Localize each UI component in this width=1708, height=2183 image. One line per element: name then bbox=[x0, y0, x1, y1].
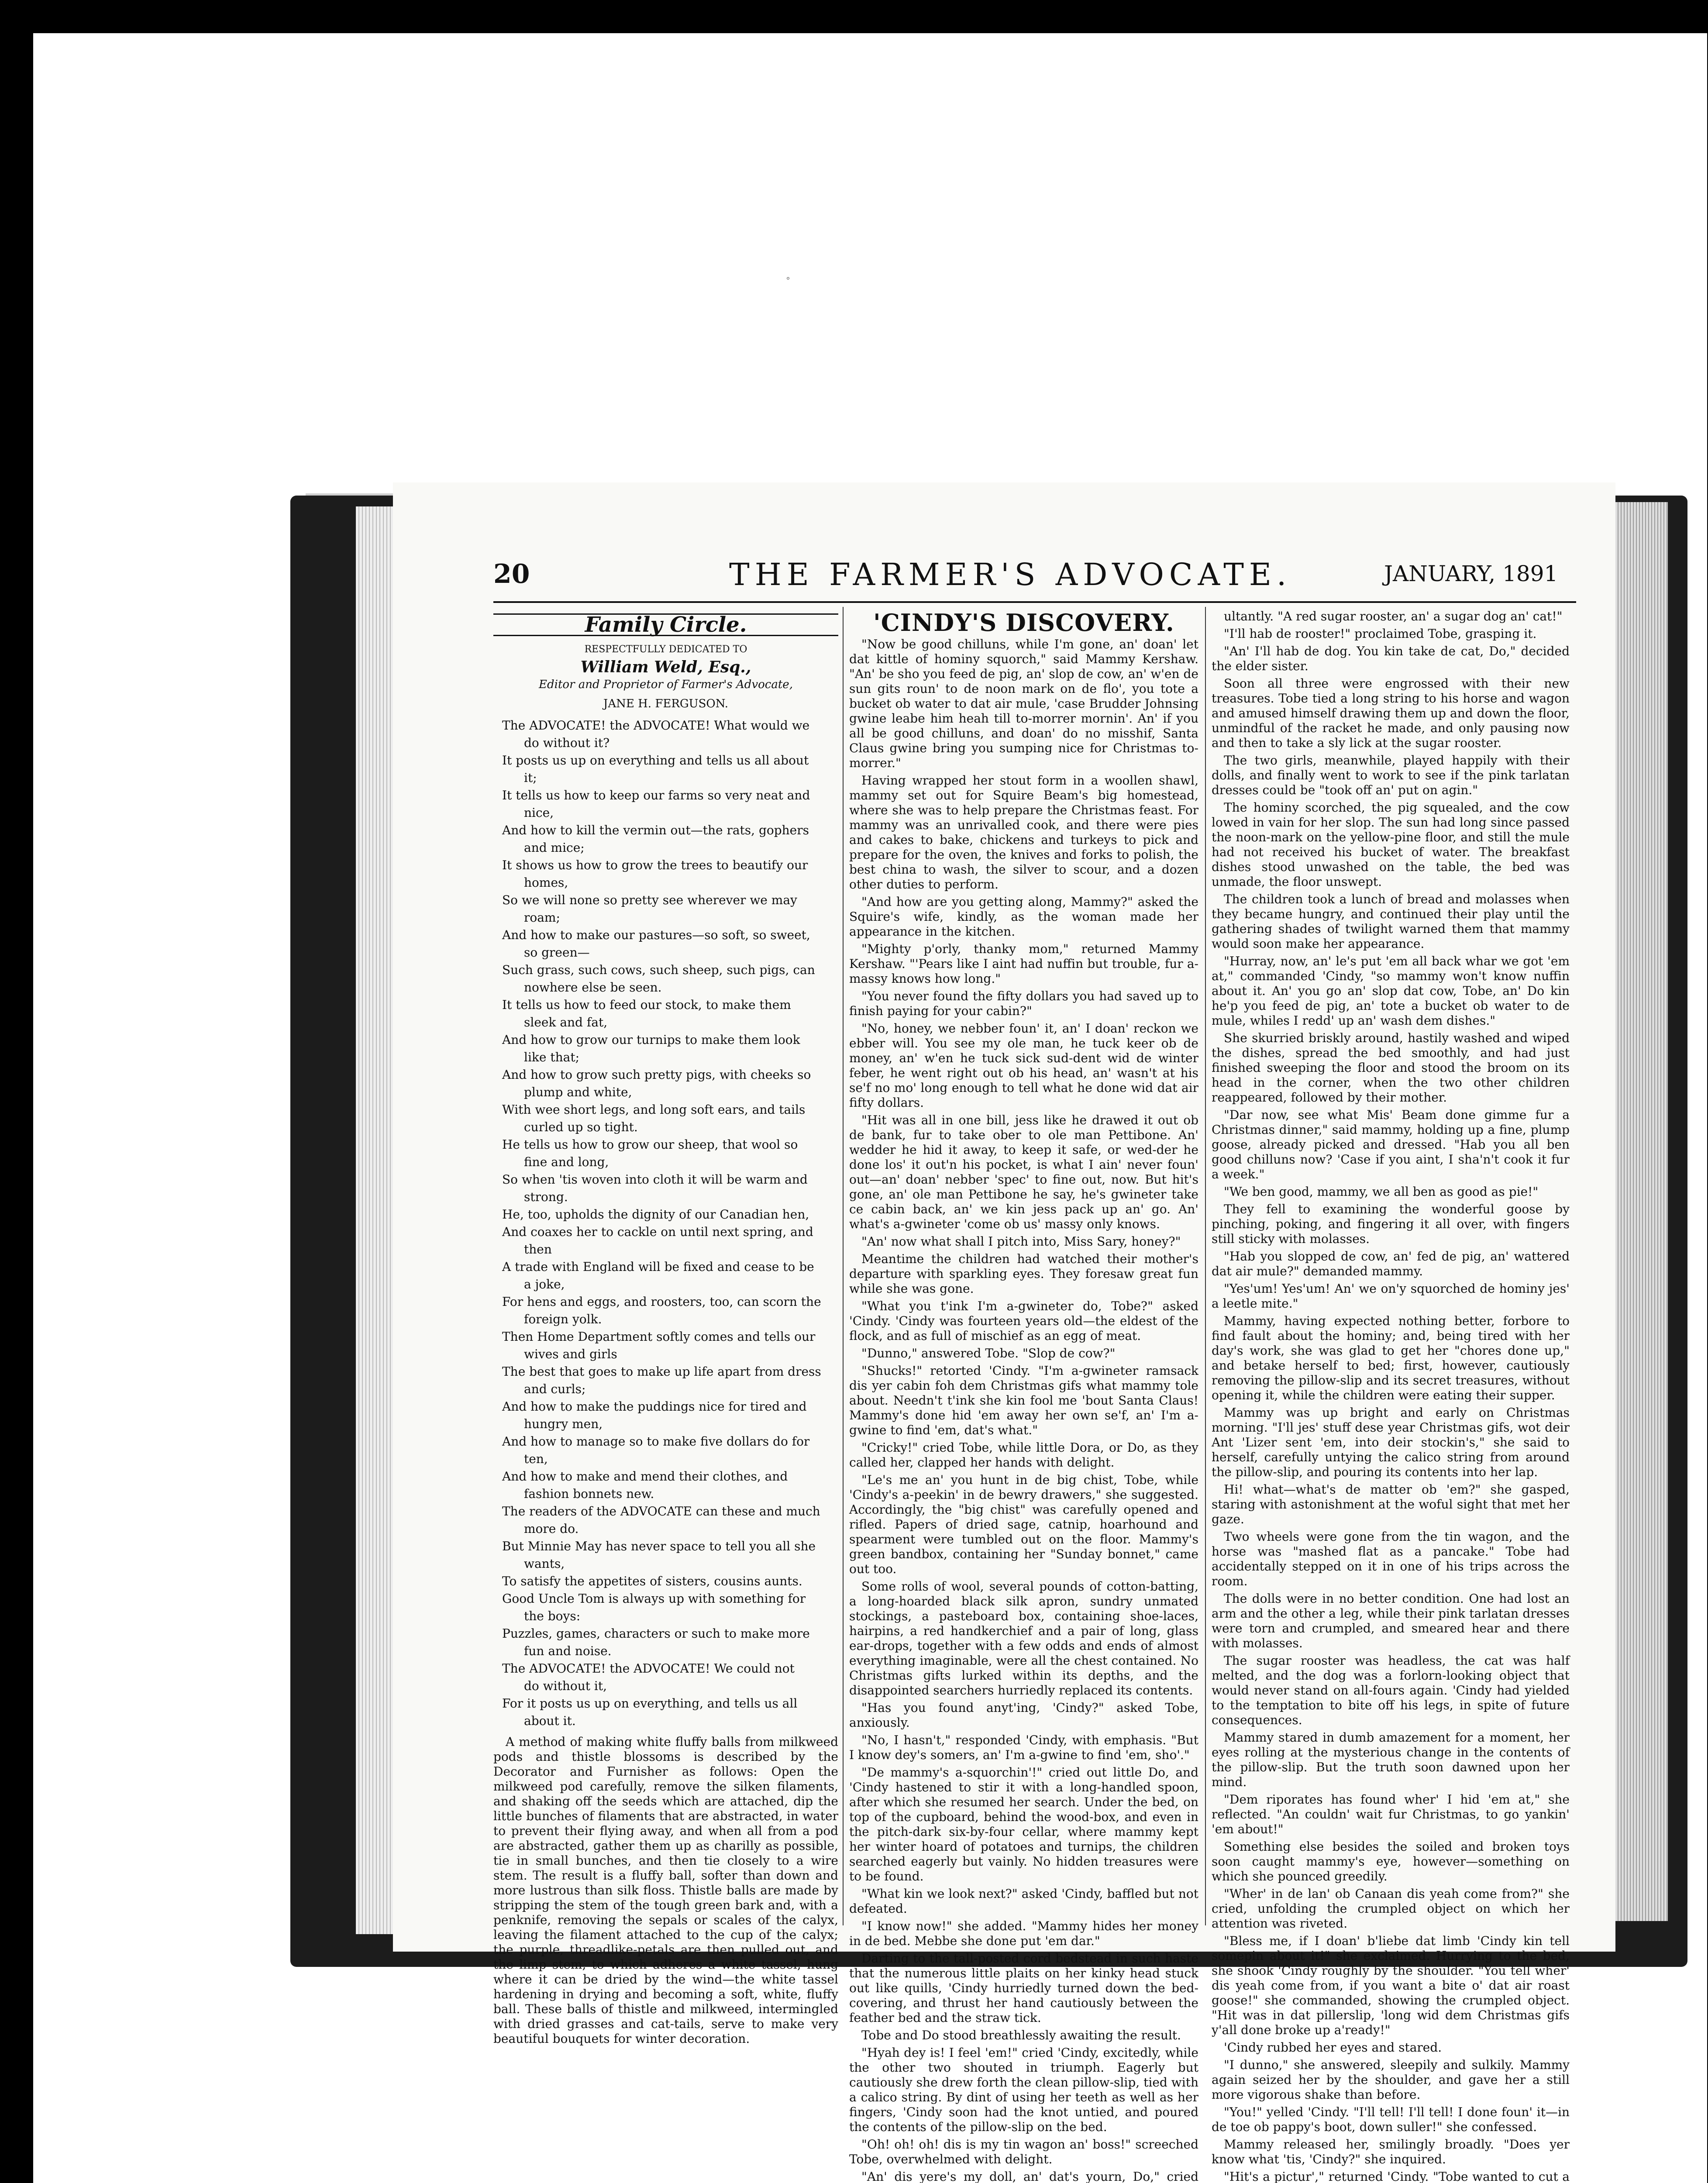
poem-line: like that; bbox=[524, 1050, 580, 1064]
story-paragraph: Mammy stared in dumb amazement for a moment, her eyes rolling at the mysterious change in the contents of the pillow-slip. But the truth soon dawned upon her mind. bbox=[1212, 1730, 1570, 1789]
poem-line: The ADVOCATE! the ADVOCATE! We could not bbox=[502, 1661, 795, 1676]
poem-line: Then Home Department softly comes and tells our bbox=[502, 1329, 816, 1344]
story-paragraph: "Hab you slopped de cow, an' fed de pig, an' wattered dat air mule?" demanded mammy. bbox=[1212, 1249, 1570, 1278]
story-paragraph: The sugar rooster was headless, the cat was half melted, and the dog was a forlorn-looking object that would never stand on all-fours again. 'Cindy had yielded to the temptation to bite off his legs, in spite of future consequences. bbox=[1212, 1653, 1570, 1727]
story-paragraph: "Wher' in de lan' ob Canaan dis yeah come from?" she cried, unfolding the crumpled object on which her attention was riveted. bbox=[1212, 1887, 1570, 1931]
story-paragraph: "And how are you getting along, Mammy?" asked the Squire's wife, kindly, as the woman made her appearance in the kitchen. bbox=[849, 895, 1198, 939]
poem-line: it; bbox=[524, 771, 537, 785]
poem-line: and curls; bbox=[524, 1382, 586, 1396]
story-paragraph: She skurried briskly around, hastily washed and wiped the dishes, spread the bed smoothly, and had just finished sweeping the floor and stood the broom on its head in the corner, when the two other children reappeared, followed by their mother. bbox=[1212, 1031, 1570, 1105]
poem-line: foreign yolk. bbox=[524, 1312, 602, 1326]
poem-line: It posts us up on everything and tells us all about bbox=[502, 753, 809, 768]
story-paragraph: Mammy released her, smilingly broadly. "Does yer know what 'tis, 'Cindy?" she inquired. bbox=[1212, 2137, 1570, 2166]
column-family-circle bbox=[493, 609, 838, 2046]
story-paragraph: Some rolls of wool, several pounds of cotton-batting, a long-hoarded black silk apron, sundry unmated stockings, a pasteboard box, containing shoe-laces, hairpins, a red handkerchief and a pair of long, glass ear-drops, together with a few odds and ends of almost everything imaginable, were all the chest contained. No Christmas gifts lurked within its depths, and the disappointed searchers hurriedly replaced its contents. bbox=[849, 1579, 1198, 1698]
poem-line: about it. bbox=[524, 1714, 576, 1728]
story-paragraph: "Hit's a pictur'," returned 'Cindy. "Tobe wanted to cut a bbox=[1224, 2169, 1570, 2183]
story-paragraph: Two wheels were gone from the tin wagon, and the horse was "mashed flat as a pancake." Tobe had accidentally stepped on it in one of his trips across the room. bbox=[1212, 1529, 1570, 1588]
poem-line: And how to manage so to make five dollars do for bbox=[502, 1434, 810, 1449]
story-paragraph: "I'll hab de rooster!" proclaimed Tobe, grasping it. bbox=[1224, 627, 1537, 641]
masthead-rule bbox=[493, 601, 1576, 603]
story-paragraph: 'Cindy rubbed her eyes and stared. bbox=[1224, 2040, 1442, 2055]
story-paragraph: "Now be good chilluns, while I'm gone, an' doan' let dat kittle of hominy squorch," said Mammy Kershaw. "An' be sho you feed de pig, an' slop de cow, an' w'en de sun gits roun' to de noon mark on de flo', you tote a bucket ob water to dat air mule, 'case Brudder Johnsing gwine leabe him heah till to-morrer mornin'. An' if you all be good chilluns, and doan' do no misshif, Santa Claus gwine bring you sumping nice for Christmas to-morrer." bbox=[849, 637, 1198, 770]
story-paragraph: "Dunno," answered Tobe. "Slop de cow?" bbox=[861, 1346, 1116, 1360]
poem-author: JANE H. FERGUSON. bbox=[603, 697, 729, 710]
poem-line: do without it? bbox=[524, 736, 610, 750]
poem-line: So when 'tis woven into cloth it will be warm and bbox=[502, 1172, 808, 1187]
poem-line: curled up so tight. bbox=[524, 1120, 638, 1134]
scan-speck: ° bbox=[786, 275, 790, 286]
story-paragraph: "Yes'um! Yes'um! An' we on'y squorched de hominy jes' a leetle mite." bbox=[1212, 1281, 1570, 1311]
story-paragraph: "An' now what shall I pitch into, Miss Sary, honey?" bbox=[861, 1234, 1181, 1249]
story-paragraph: "Has you found anyt'ing, 'Cindy?" asked Tobe, anxiously. bbox=[849, 1701, 1198, 1730]
dedication-line: RESPECTFULLY DEDICATED TO bbox=[584, 644, 747, 655]
poem-line: Puzzles, games, characters or such to make more bbox=[502, 1626, 810, 1641]
poem-line: And how to make the puddings nice for tired and bbox=[502, 1399, 807, 1414]
story-paragraph: "I know now!" she added. "Mammy hides her money in de bed. Mebbe she done put 'em dar." bbox=[849, 1919, 1198, 1948]
poem-line: ten, bbox=[524, 1452, 548, 1466]
section-title: Family Circle. bbox=[493, 613, 838, 636]
page-edges-right bbox=[1615, 502, 1668, 1921]
poem-line: And how to make our pastures—so soft, so sweet, bbox=[502, 928, 810, 942]
poem-line: So we will none so pretty see wherever we may bbox=[502, 893, 797, 907]
poem-line: and mice; bbox=[524, 840, 585, 855]
poem-line: hungry men, bbox=[524, 1417, 603, 1431]
column-cindys-discovery bbox=[849, 609, 1198, 2183]
poem-line: fashion bonnets new. bbox=[524, 1487, 654, 1501]
story-paragraph: "Bless me, if I doan' b'liebe dat limb 'Cindy kin tell somepin about it!" she exclaimed. Hurrying to the bed, she shook 'Cindy roughly by the shoulder. "You tell wher' dis yeah come from, if you want a bite o' dat air roast goose!" she commanded, showing the crumpled object. "Hit was in dat pillerslip, 'long wid dem Christmas gifs y'all done broke up a'ready!" bbox=[1212, 1934, 1570, 2037]
poem-line: strong. bbox=[524, 1190, 568, 1204]
story-paragraph: "No, I hasn't," responded 'Cindy, with emphasis. "But I know dey's somers, an' I'm a-gwine to find 'em, sho'." bbox=[849, 1733, 1198, 1762]
poem-line: But Minnie May has never space to tell you all she bbox=[502, 1539, 816, 1553]
story-paragraph: "What kin we look next?" asked 'Cindy, baffled but not defeated. bbox=[849, 1887, 1198, 1916]
story-paragraph: Something else besides the soiled and broken toys soon caught mammy's eye, however—something on which she pounced greedily. bbox=[1212, 1839, 1570, 1883]
dedicatee: William Weld, Esq., bbox=[580, 658, 751, 676]
poem-line: nowhere else be seen. bbox=[524, 980, 662, 995]
poem-line: And coaxes her to cackle on until next spring, and bbox=[502, 1225, 813, 1239]
page-edges-left bbox=[356, 506, 395, 1934]
story-paragraph: "I dunno," she answered, sleepily and sulkily. Mammy again seized her by the shoulder, and gave her a still more vigorous shake than before. bbox=[1212, 2058, 1570, 2102]
poem-line: sleek and fat, bbox=[524, 1015, 608, 1030]
column-separator bbox=[843, 607, 844, 1925]
poem-line: The readers of the ADVOCATE can these and much bbox=[502, 1504, 820, 1518]
story-paragraph: Tobe and Do stood breathlessly awaiting the result. bbox=[861, 2028, 1181, 2042]
story-paragraph: Mammy, having expected nothing better, forbore to find fault about the hominy; and, being tired with her day's work, she was glad to get her "chores done up," and betake herself to bed; first, however, cautiously removing the pillow-slip and its secret treasures, without opening it, while the children were eating their supper. bbox=[1212, 1314, 1570, 1402]
story-paragraph: They fell to examining the wonderful goose by pinching, poking, and fingering it all over, with fingers still sticky with molasses. bbox=[1212, 1202, 1570, 1246]
poem-line: With wee short legs, and long soft ears, and tails bbox=[502, 1102, 806, 1117]
story-paragraph: "Mighty p'orly, thanky mom," returned Mammy Kershaw. "'Pears like I aint had nuffin but trouble, fur a-massy knows how long." bbox=[849, 942, 1198, 986]
story-paragraph: "De mammy's a-squorchin'!" cried out little Do, and 'Cindy hastened to stir it with a long-handled spoon, after which she resumed her search. Under the bed, on top of the cupboard, behind the wood-box, and even in the pitch-dark six-by-four cellar, where mammy kept her winter hoard of potatoes and turnips, the children searched eagerly but vainly. No hidden treasures were to be found. bbox=[849, 1765, 1198, 1883]
milkweed-article: A method of making white fluffy balls from milkweed pods and thistle blossoms is described by the Decorator and Furnisher as follows: Open the milkweed pod carefully, remove the silken filaments, and shaking off the seeds which are attached, dip the little bunches of filaments that are abstracted, in water to prevent their flying away, and when all from a pod are abstracted, gather them up as charilly as possible, tie in small bunches, and then tie closely to a wire stem. The result is a fluffy ball, softer than down and more lustrous than silk floss. Thistle balls are made by stripping the stem of the tough green bark and, with a penknife, removing the sepals or scales of the calyx, leaving the filament attached to the cup of the calyx; the purple, threadlike-petals are then pulled out, and the limp stem, to which adheres a white tassel, hung where it can be dried by the wind—the white tassel hardening in drying and becoming a soft, white, fluffy ball. These balls of thistle and milkweed, intermingled with dried grasses and cat-tails, serve to make very beautiful bouquets for winter decoration. bbox=[493, 1735, 838, 2046]
story-paragraph: "Oh! oh! oh! dis is my tin wagon an' boss!" screeched Tobe, overwhelmed with delight. bbox=[849, 2137, 1198, 2166]
poem-line: For hens and eggs, and roosters, too, can scorn the bbox=[502, 1295, 821, 1309]
poem-line: fun and noise. bbox=[524, 1644, 612, 1658]
poem-line: wants, bbox=[524, 1556, 565, 1571]
story-paragraph: "Hurray, now, an' le's put 'em all back whar we got 'em at," commanded 'Cindy, "so mammy won't know nuffin about it. An' you go an' slop dat cow, Tobe, an' Do kin he'p you feed de pig, an' tote a bucket ob water to de mule, whiles I redd' up an' wash dem dishes." bbox=[1212, 954, 1570, 1028]
story-paragraph: Mammy was up bright and early on Christmas morning. "I'll jes' stuff dese year Christmas gifs, wot deir Ant 'Lizer sent 'em, into deir stockin's," she said to herself, carefully untying the calico string from around the pillow-slip, and pouring its contents into her lap. bbox=[1212, 1405, 1570, 1479]
poem-line: then bbox=[524, 1242, 552, 1257]
poem-line: He, too, upholds the dignity of our Canadian hen, bbox=[502, 1207, 809, 1222]
poem-line: To satisfy the appetites of sisters, cousins aunts. bbox=[502, 1574, 802, 1588]
story-paragraph: The hominy scorched, the pig squealed, and the cow lowed in vain for her slop. The sun had long since passed the noon-mark on the yellow-pine floor, and still the mule had not received his bucket of water. The breakfast dishes stood unwashed on the table, the bed was unmade, the floor unswept. bbox=[1212, 800, 1570, 889]
masthead-title: THE FARMER'S ADVOCATE. bbox=[729, 557, 1292, 592]
story-body-continued bbox=[1212, 609, 1570, 2183]
poem-line: The best that goes to make up life apart from dress bbox=[502, 1364, 821, 1379]
story-paragraph: "You!" yelled 'Cindy. "I'll tell! I'll tell! I done foun' it—in de toe ob pappy's boot, down suller!" she confessed. bbox=[1212, 2105, 1570, 2134]
story-paragraph: "Le's me an' you hunt in de big chist, Tobe, while 'Cindy's a-peekin' in de bewry drawers," she suggested. Accordingly, the "big chist" was carefully opened and rifled. Papers of dried sage, catnip, hoarhound and spearment were tumbled out on the floor. Mammy's green bandbox, containing her "Sunday bonnet," came out too. bbox=[849, 1473, 1198, 1576]
story-title: 'CINDY'S DISCOVERY. bbox=[873, 609, 1174, 637]
story-paragraph: "Dem riporates has found wher' I hid 'em at," she reflected. "An couldn' wait fur Christmas, to go yankin' 'em about!" bbox=[1212, 1792, 1570, 1836]
story-paragraph: "Cricky!" cried Tobe, while little Dora, or Do, as they called her, clapped her hands with delight. bbox=[849, 1440, 1198, 1470]
story-paragraph: "You never found the fifty dollars you had saved up to finish paying for your cabin?" bbox=[849, 989, 1198, 1018]
story-paragraph: ultantly. "A red sugar rooster, an' a sugar dog an' cat!" bbox=[1224, 609, 1563, 623]
story-paragraph: "Hit was all in one bill, jess like he drawed it out ob de bank, fur to take ober to ole man Pettibone. An' wedder he hid it away, to keep it safe, or wed-der he done los' it out'n his pocket, is what I ain' never foun' out—an' doan' nebber 'spec' to fine out, now. But hit's gone, an' ole man Pettibone he say, he's gwineter take ce cabin back, an' we kin jess pack up an' go. An' what's a-gwineter 'come ob us' massy only knows. bbox=[849, 1113, 1198, 1231]
poem-line: And how to kill the vermin out—the rats, gophers bbox=[502, 823, 809, 837]
poem-line: And how to make and mend their clothes, and bbox=[502, 1469, 788, 1484]
story-paragraph: "An' I'll hab de dog. You kin take de cat, Do," decided the elder sister. bbox=[1212, 644, 1570, 673]
column-story-continued bbox=[1212, 609, 1570, 2183]
page-number: 20 bbox=[493, 559, 530, 589]
poem-line: For it posts us up on everything, and tells us all bbox=[502, 1696, 798, 1711]
story-paragraph: "Dar now, see what Mis' Beam done gimme fur a Christmas dinner," said mammy, holding up a fine, plump goose, already picked and dressed. "Hab you all ben good chilluns now? 'Case if you aint, I sha'n't cook it fur a week." bbox=[1212, 1108, 1570, 1181]
story-paragraph: Having wrapped her stout form in a woollen shawl, mammy set out for Squire Beam's big homestead, where she was to help prepare the Christmas feast. For mammy was an unrivalled cook, and there were pies and cakes to bake, chickens and turkeys to pick and prepare for the oven, the knives and forks to polish, the best china to wash, the silver to scour, and a dozen other duties to perform. bbox=[849, 773, 1198, 892]
story-body bbox=[849, 637, 1198, 2183]
story-paragraph: "What you t'ink I'm a-gwineter do, Tobe?" asked 'Cindy. 'Cindy was fourteen years old—the eldest of the flock, and as full of mischief as an egg of meat. bbox=[849, 1299, 1198, 1343]
newspaper-page bbox=[393, 482, 1615, 2183]
story-paragraph: The children took a lunch of bread and molasses when they became hungry, and continued their play until the gathering shades of twilight warned them that mammy would soon make her appearance. bbox=[1212, 892, 1570, 951]
poem-line: And how to grow such pretty pigs, with cheeks so bbox=[502, 1067, 811, 1082]
poem-line: It shows us how to grow the trees to beautify our bbox=[502, 858, 808, 872]
column-separator bbox=[1205, 607, 1206, 1925]
poem-line: It tells us how to feed our stock, to make them bbox=[502, 998, 791, 1012]
poem-line: homes, bbox=[524, 875, 568, 890]
poem-line: Good Uncle Tom is always up with something for bbox=[502, 1591, 806, 1606]
issue-date: JANUARY, 1891 bbox=[1384, 561, 1558, 586]
poem-line: A trade with England will be fixed and cease to be bbox=[502, 1260, 814, 1274]
poem-line: plump and white, bbox=[524, 1085, 632, 1099]
story-paragraph: Darting to the tall-posted cord bedstead in such haste that the numerous little plaits on her kinky head stuck out like quills, 'Cindy hurriedly turned down the bed-covering, and thrust her hand cautiously between the feather bed and the straw tick. bbox=[849, 1951, 1198, 2025]
story-paragraph: "An' dis yere's my doll, an' dat's yourn, Do," cried bbox=[861, 2169, 1198, 2183]
poem-line: do without it, bbox=[524, 1679, 607, 1693]
poem-line: And how to grow our turnips to make them look bbox=[502, 1033, 800, 1047]
poem-line: a joke, bbox=[524, 1277, 565, 1291]
story-paragraph: "We ben good, mammy, we all ben as good as pie!" bbox=[1224, 1184, 1539, 1199]
scan-border-left bbox=[31, 31, 33, 2183]
poem-line: wives and girls bbox=[524, 1347, 617, 1361]
scan-border-top bbox=[31, 31, 1707, 33]
poem-line: roam; bbox=[524, 910, 560, 925]
poem-line: so green— bbox=[524, 945, 590, 960]
poem-line: more do. bbox=[524, 1522, 579, 1536]
story-paragraph: Meantime the children had watched their mother's departure with sparkling eyes. They foresaw great fun while she was gone. bbox=[849, 1252, 1198, 1296]
poem-line: It tells us how to keep our farms so very neat and bbox=[502, 788, 810, 802]
poem bbox=[493, 718, 838, 1728]
dedicatee-role: Editor and Proprietor of Farmer's Advocate, bbox=[539, 678, 793, 691]
story-paragraph: Soon all three were engrossed with their new treasures. Tobe tied a long string to his horse and wagon and amused himself drawing them up and down the floor, unmindful of the racket he made, and only pausing now and then to take a sly lick at the sugar rooster. bbox=[1212, 676, 1570, 750]
story-paragraph: "Shucks!" retorted 'Cindy. "I'm a-gwineter ramsack dis yer cabin foh dem Christmas gifs what mammy tole about. Needn't t'ink she kin fool me 'bout Santa Claus! Mammy's done hid 'em away her own se'f, an' I'm a-gwine to find 'em, dat's what." bbox=[849, 1364, 1198, 1437]
poem-line: He tells us how to grow our sheep, that wool so bbox=[502, 1137, 798, 1152]
story-paragraph: "No, honey, we nebber foun' it, an' I doan' reckon we ebber will. You see my ole man, he tuck keer ob de money, an' w'en he tuck sick sud-dent wid de winter feber, he went right out ob his head, an' wasn't at his se'f no mo' long enough to tell what he done wid dat air fifty dollars. bbox=[849, 1021, 1198, 1110]
story-paragraph: The dolls were in no better condition. One had lost an arm and the other a leg, while their pink tarlatan dresses were torn and crumpled, and smeared hear and there with molasses. bbox=[1212, 1591, 1570, 1650]
story-paragraph: "Hyah dey is! I feel 'em!" cried 'Cindy, excitedly, while the other two shouted in triumph. Eagerly but cautiously she drew forth the clean pillow-slip, tied with a calico string. By dint of using her teeth as well as her fingers, 'Cindy soon had the knot untied, and poured the contents of the pillow-slip on the bed. bbox=[849, 2045, 1198, 2134]
story-paragraph: The two girls, meanwhile, played happily with their dolls, and finally went to work to see if the pink tarlatan dresses could be "took off an' put on agin." bbox=[1212, 753, 1570, 797]
poem-line: fine and long, bbox=[524, 1155, 609, 1169]
poem-line: nice, bbox=[524, 806, 554, 820]
poem-line: the boys: bbox=[524, 1609, 581, 1623]
poem-line: Such grass, such cows, such sheep, such pigs, can bbox=[502, 963, 815, 977]
story-paragraph: Hi! what—what's de matter ob 'em?" she gasped, staring with astonishment at the woful sight that met her gaze. bbox=[1212, 1482, 1570, 1526]
poem-line: The ADVOCATE! the ADVOCATE! What would we bbox=[502, 718, 810, 733]
